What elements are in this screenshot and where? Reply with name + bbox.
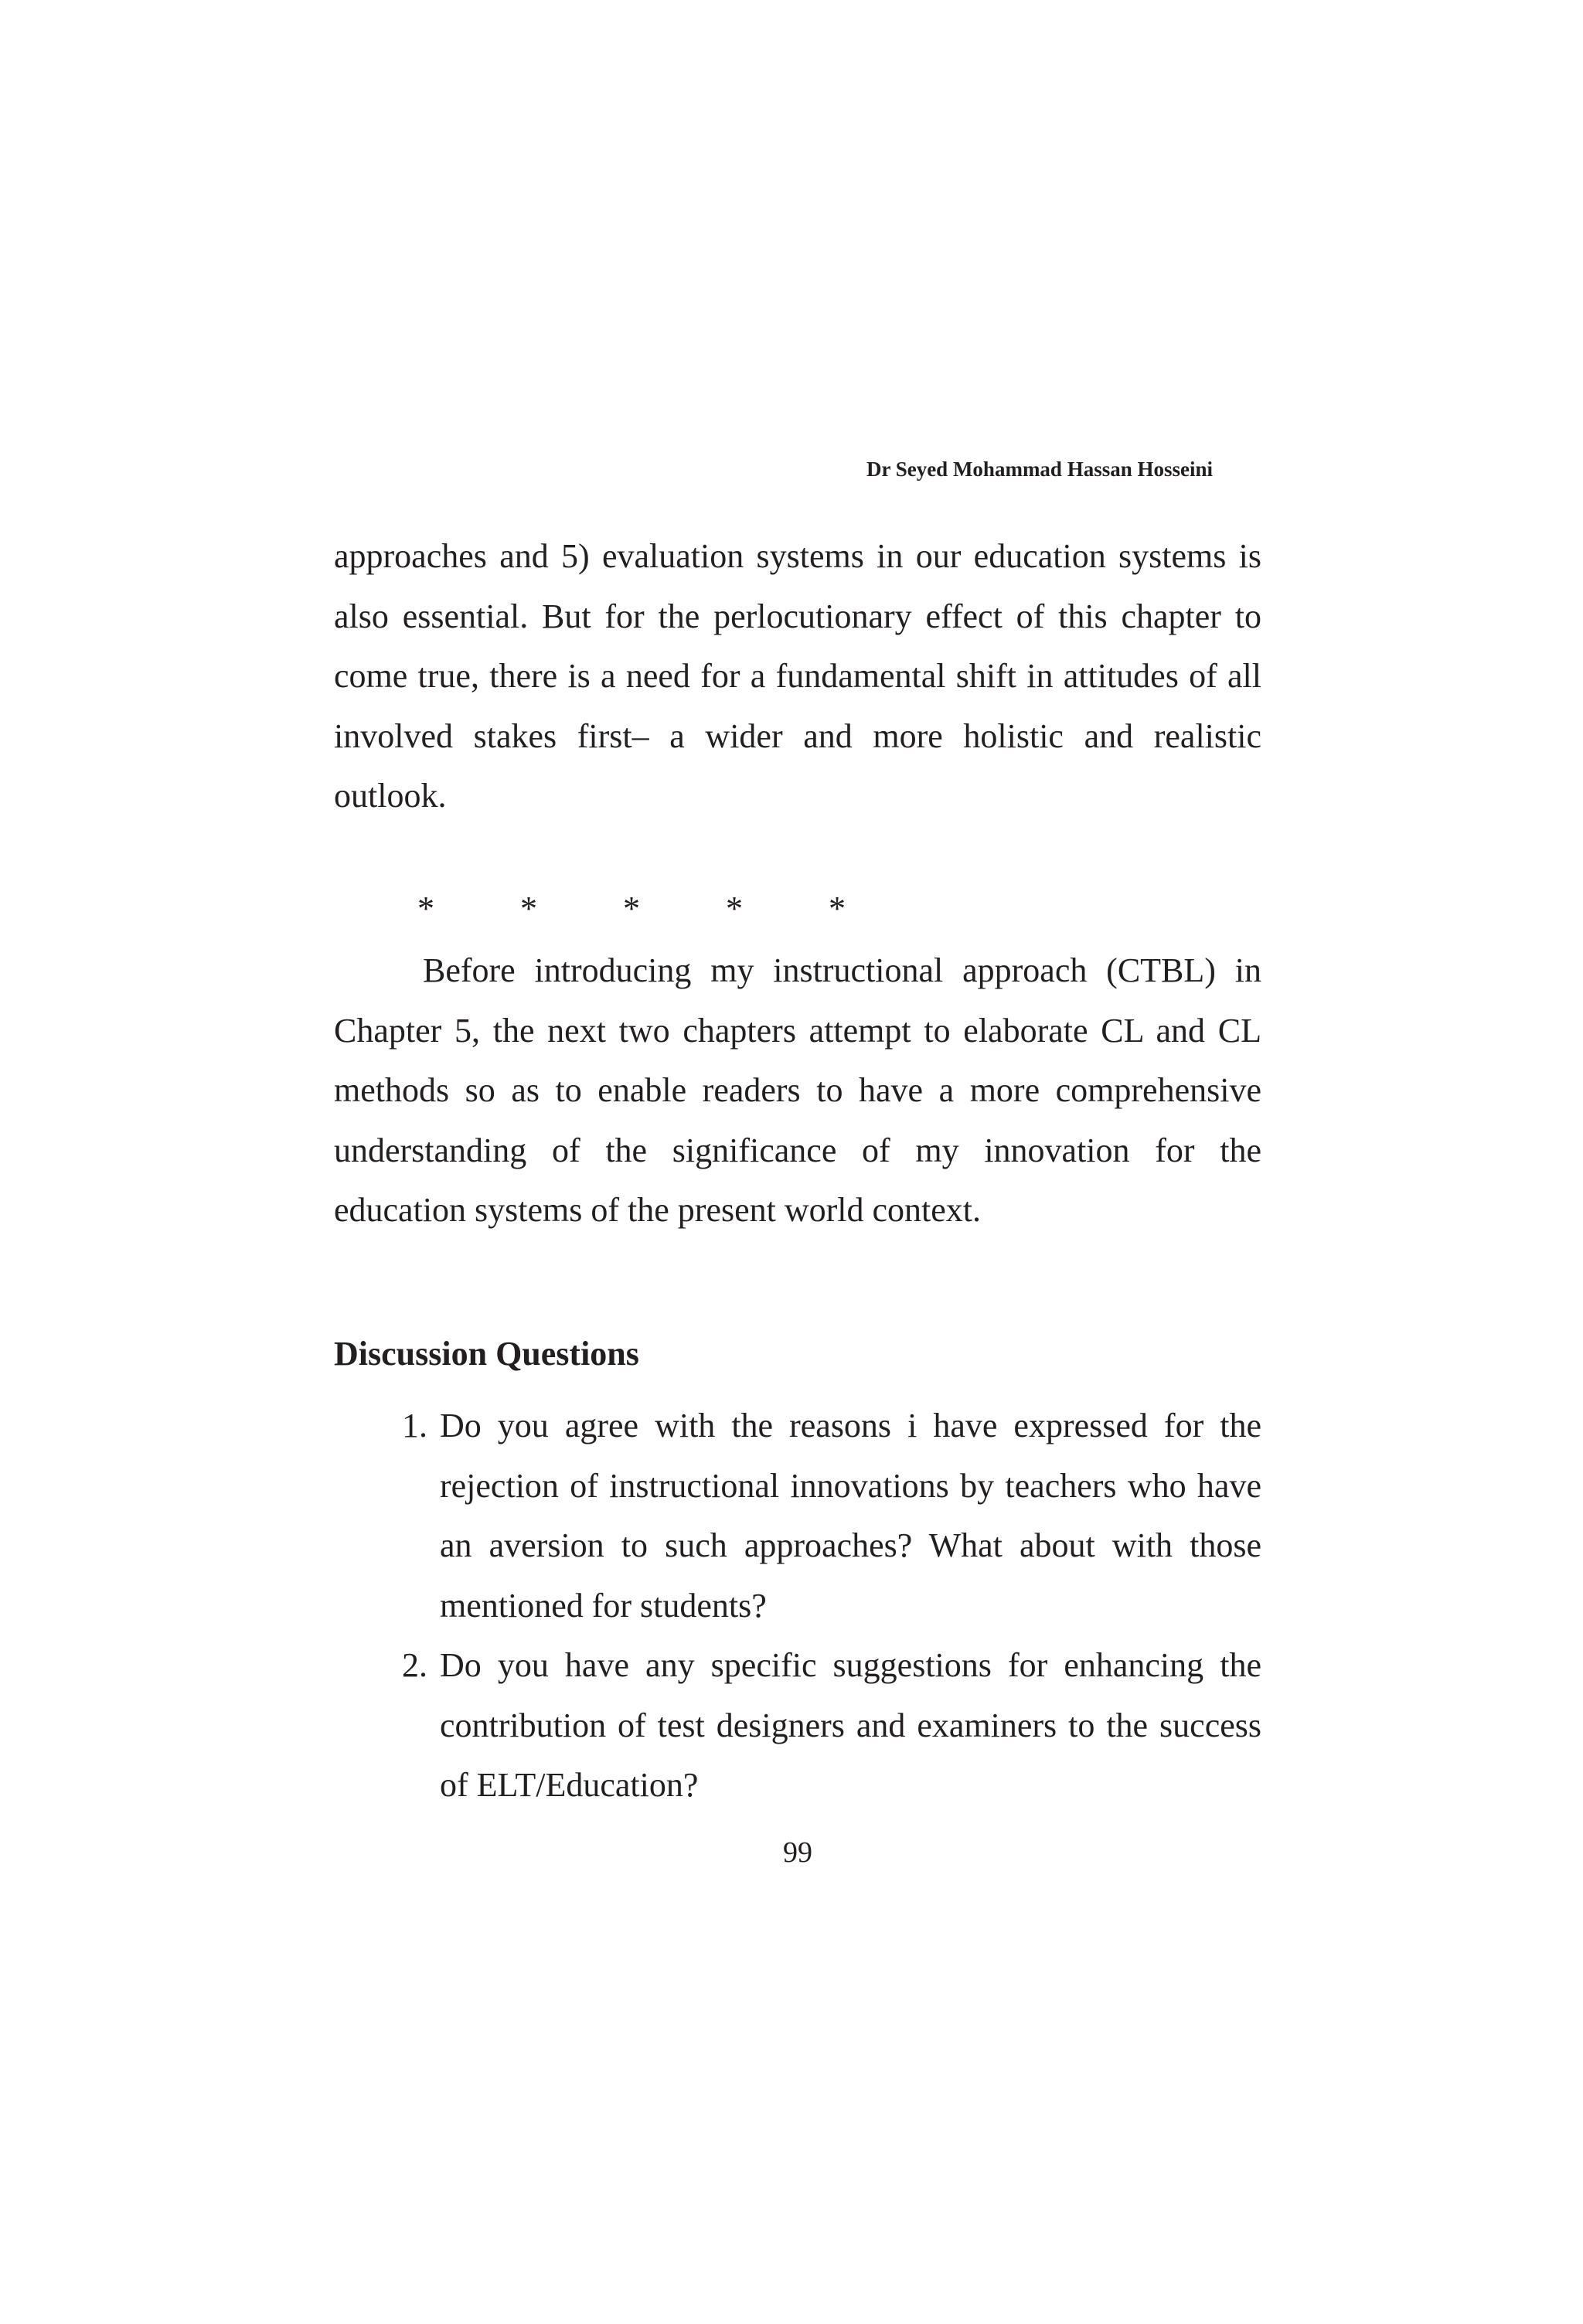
- separator-asterisk: *: [520, 890, 537, 927]
- list-item-number: 2.: [402, 1646, 427, 1684]
- list-item: [334, 1635, 1261, 1815]
- body-paragraph: [334, 526, 1261, 826]
- list-item-number: 1.: [402, 1407, 427, 1444]
- body-paragraph: [334, 941, 1261, 1240]
- page-number: 99: [783, 1836, 812, 1869]
- paragraph-text: Before introducing my instructional approach (CTBL) in Chapter 5, the next two chapters attempt to elaborate CL and CL methods so as to enable readers to have a more comprehensive understanding of the significance of my innovation for the education systems of the present world context.: [334, 951, 1261, 1229]
- paragraph-text: approaches and 5) evaluation systems in our education systems is also essential. But for the perlocutionary effect of this chapter to come true, there is a need for a fundamental shift in attitudes of all involved stakes first– a wider and more holistic and realistic outlook.: [334, 537, 1261, 815]
- separator-asterisk: *: [623, 890, 640, 927]
- discussion-question-list: [334, 1396, 1261, 1815]
- list-item-text: Do you have any specific suggestions for enhancing the contribution of test designers and examiners to the success of ELT/Education?: [440, 1646, 1261, 1804]
- section-heading: Discussion Questions: [334, 1335, 639, 1373]
- list-item: [334, 1396, 1261, 1635]
- list-item-text: Do you agree with the reasons i have expressed for the rejection of instructional innovations by teachers who have an aversion to such approaches? What about with those mentioned for students?: [440, 1407, 1261, 1625]
- separator-asterisk: *: [829, 890, 846, 927]
- running-head-author: Dr Seyed Mohammad Hassan Hosseini: [866, 458, 1213, 481]
- separator-asterisk: *: [726, 890, 743, 927]
- separator-asterisk: *: [417, 890, 434, 927]
